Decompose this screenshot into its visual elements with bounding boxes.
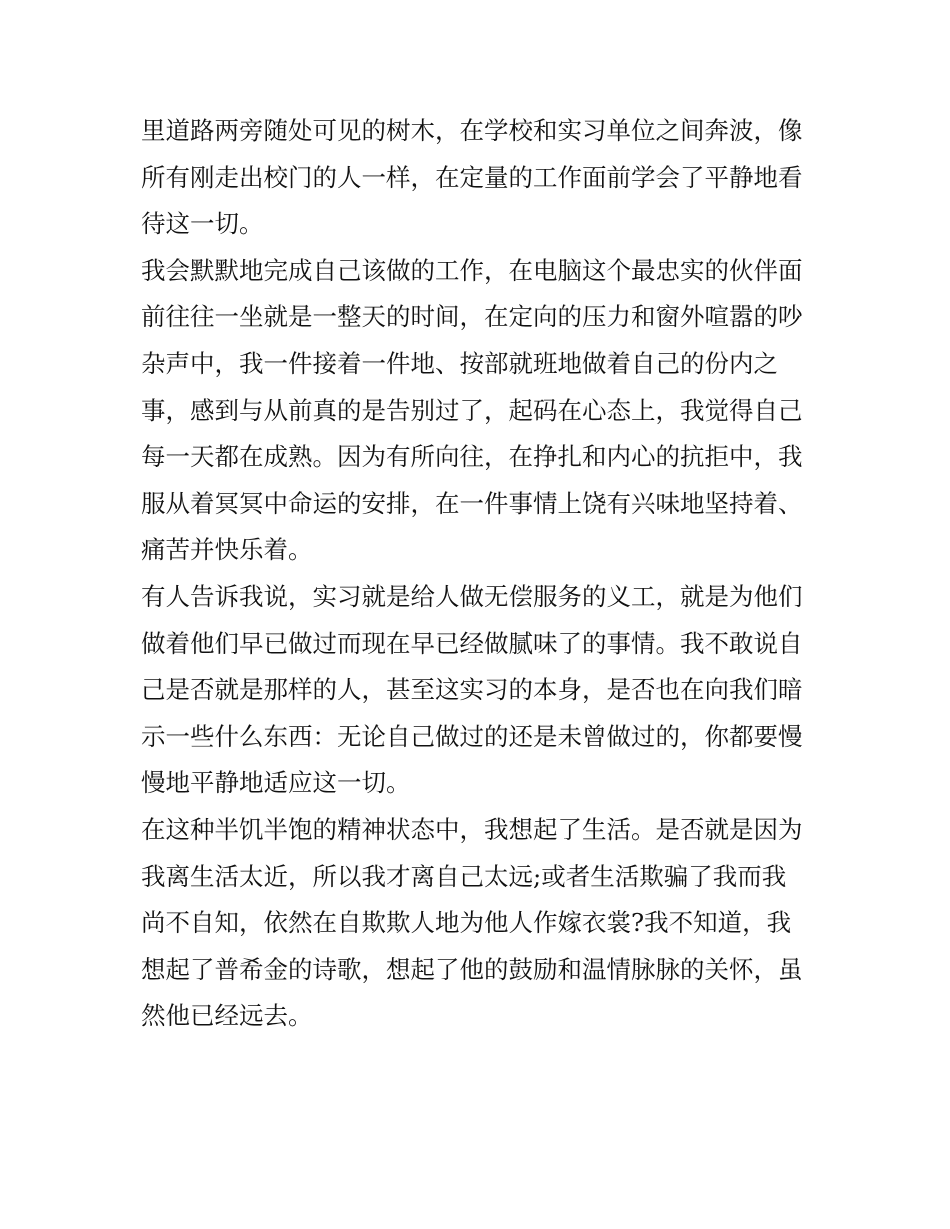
text-line-16: 在这种半饥半饱的精神状态中，我想起了生活。是否就是因为 [141, 814, 803, 844]
text-line-12: 做着他们早已做过而现在早已经做腻味了的事情。我不敢说自 [141, 628, 803, 658]
text-line-17: 我离生活太近，所以我才离自己太远;或者生活欺骗了我而我 [141, 861, 787, 891]
text-line-6: 杂声中，我一件接着一件地、按部就班地做着自己的份内之 [141, 348, 778, 378]
text-line-20: 然他已经远去。 [141, 1001, 313, 1031]
document-body [141, 108, 821, 1040]
text-line-15: 慢地平静地适应这一切。 [141, 768, 411, 798]
text-line-11: 有人告诉我说，实习就是给人做无偿服务的义工，就是为他们 [141, 581, 803, 611]
text-line-2: 所有刚走出校门的人一样，在定量的工作面前学会了平静地看 [141, 162, 803, 192]
text-line-4: 我会默默地完成自己该做的工作，在电脑这个最忠实的伙伴面 [141, 255, 803, 285]
text-line-1: 里道路两旁随处可见的树木，在学校和实习单位之间奔波，像 [141, 116, 803, 145]
text-line-9: 服从着冥冥中命运的安排，在一件事情上饶有兴味地坚持着、 [141, 488, 803, 518]
text-line-19: 想起了普希金的诗歌，想起了他的鼓励和温情脉脉的关怀，虽 [141, 954, 803, 984]
text-line-3: 待这一切。 [141, 209, 264, 239]
text-line-7: 事，感到与从前真的是告别过了，起码在心态上，我觉得自己 [141, 395, 803, 425]
text-line-14: 示一些什么东西：无论自己做过的还是未曾做过的，你都要慢 [141, 721, 803, 751]
text-line-13: 己是否就是那样的人，甚至这实习的本身，是否也在向我们暗 [141, 675, 803, 705]
text-line-18: 尚不自知，依然在自欺欺人地为他人作嫁衣裳?我不知道，我 [141, 908, 792, 938]
text-line-10: 痛苦并快乐着。 [141, 535, 313, 565]
text-line-5: 前往往一坐就是一整天的时间，在定向的压力和窗外喧嚣的吵 [141, 302, 803, 332]
text-line-8: 每一天都在成熟。因为有所向往，在挣扎和内心的抗拒中，我 [141, 442, 803, 472]
